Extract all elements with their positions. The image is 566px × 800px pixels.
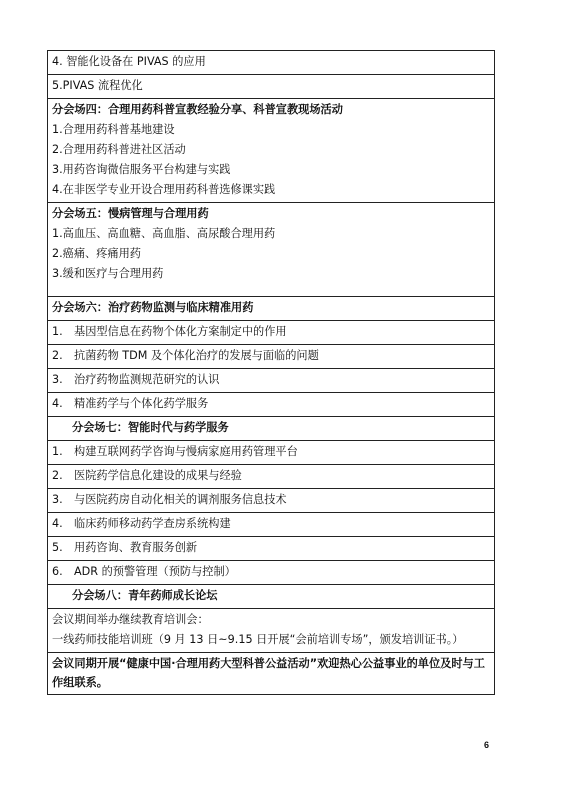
public-activity bbox=[48, 653, 494, 694]
page-number: 6 bbox=[484, 740, 490, 750]
item-text: 基因型信息在药物个体化方案制定中的作用 bbox=[74, 325, 287, 338]
table-row bbox=[48, 537, 494, 561]
table-row bbox=[48, 513, 494, 537]
item-text: 抗菌药物 TDM 及个体化治疗的发展与面临的问题 bbox=[74, 349, 319, 362]
item-text: 临床药师移动药学查房系统构建 bbox=[74, 517, 231, 530]
list-item: 1.高血压、高血糖、高血脂、高尿酸合理用药 bbox=[52, 227, 276, 240]
item-text: 精准药学与个体化药学服务 bbox=[74, 397, 209, 410]
item-number: 1. bbox=[52, 445, 63, 458]
table-row bbox=[48, 393, 494, 417]
session-4-title: 分会场四：合理用药科普宣教经验分享、科普宣教现场活动 bbox=[52, 103, 343, 116]
table-row bbox=[48, 441, 494, 465]
session-7-title: 分会场七：智能时代与药学服务 bbox=[72, 421, 229, 434]
list-item: 2.癌痛、疼痛用药 bbox=[52, 247, 141, 260]
list-item: 3.用药咨询微信服务平台构建与实践 bbox=[52, 163, 231, 176]
session-5-title: 分会场五：慢病管理与合理用药 bbox=[52, 207, 209, 220]
conference-table bbox=[47, 50, 495, 695]
item-number: 5. bbox=[52, 541, 63, 554]
table-row bbox=[48, 51, 494, 75]
item-text: 与医院药房自动化相关的调剂服务信息技术 bbox=[74, 493, 287, 506]
item-number: 3. bbox=[52, 493, 63, 506]
list-item: 4.在非医学专业开设合理用药科普选修课实践 bbox=[52, 183, 276, 196]
item-number: 2. bbox=[52, 349, 63, 362]
table-row bbox=[48, 75, 494, 99]
session-7-title-row bbox=[48, 417, 494, 441]
item-text: 治疗药物监测规范研究的认识 bbox=[74, 373, 220, 386]
session-8-title-row bbox=[48, 585, 494, 609]
session-8-title: 分会场八：青年药师成长论坛 bbox=[72, 589, 218, 602]
session-4 bbox=[48, 99, 494, 203]
pivas-item-4: 4. 智能化设备在 PIVAS 的应用 bbox=[52, 55, 206, 68]
public-activity-text: 会议同期开展“健康中国·合理用药大型科普公益活动”欢迎热心公益事业的单位及时与工作组联系。 bbox=[52, 657, 485, 689]
list-item: 1.合理用药科普基地建设 bbox=[52, 123, 175, 136]
session-5 bbox=[48, 203, 494, 297]
continuing-education-title: 会议期间举办继续教育培训会： bbox=[52, 613, 209, 626]
table-row bbox=[48, 561, 494, 585]
spacer bbox=[52, 284, 488, 294]
item-number: 4. bbox=[52, 397, 63, 410]
list-item: 3.缓和医疗与合理用药 bbox=[52, 267, 164, 280]
table-row bbox=[48, 489, 494, 513]
continuing-education-detail: 一线药师技能培训班（9 月 13 日~9.15 日开展“会前培训专场”，颁发培训证书。） bbox=[52, 633, 464, 646]
item-text: 用药咨询、教育服务创新 bbox=[74, 541, 198, 554]
session-6-title-row bbox=[48, 297, 494, 321]
table-row bbox=[48, 345, 494, 369]
table-row bbox=[48, 465, 494, 489]
item-text: 医院药学信息化建设的成果与经验 bbox=[74, 469, 242, 482]
continuing-education bbox=[48, 609, 494, 653]
table-row bbox=[48, 321, 494, 345]
item-number: 3. bbox=[52, 373, 63, 386]
pivas-item-5: 5.PIVAS 流程优化 bbox=[52, 79, 143, 92]
item-number: 6. bbox=[52, 565, 63, 578]
table-row bbox=[48, 369, 494, 393]
item-number: 2. bbox=[52, 469, 63, 482]
session-6-title: 分会场六：治疗药物监测与临床精准用药 bbox=[52, 301, 254, 314]
item-text: 构建互联网药学咨询与慢病家庭用药管理平台 bbox=[74, 445, 298, 458]
item-number: 4. bbox=[52, 517, 63, 530]
item-text: ADR 的预警管理（预防与控制） bbox=[74, 565, 236, 578]
item-number: 1. bbox=[52, 325, 63, 338]
list-item: 2.合理用药科普进社区活动 bbox=[52, 143, 186, 156]
